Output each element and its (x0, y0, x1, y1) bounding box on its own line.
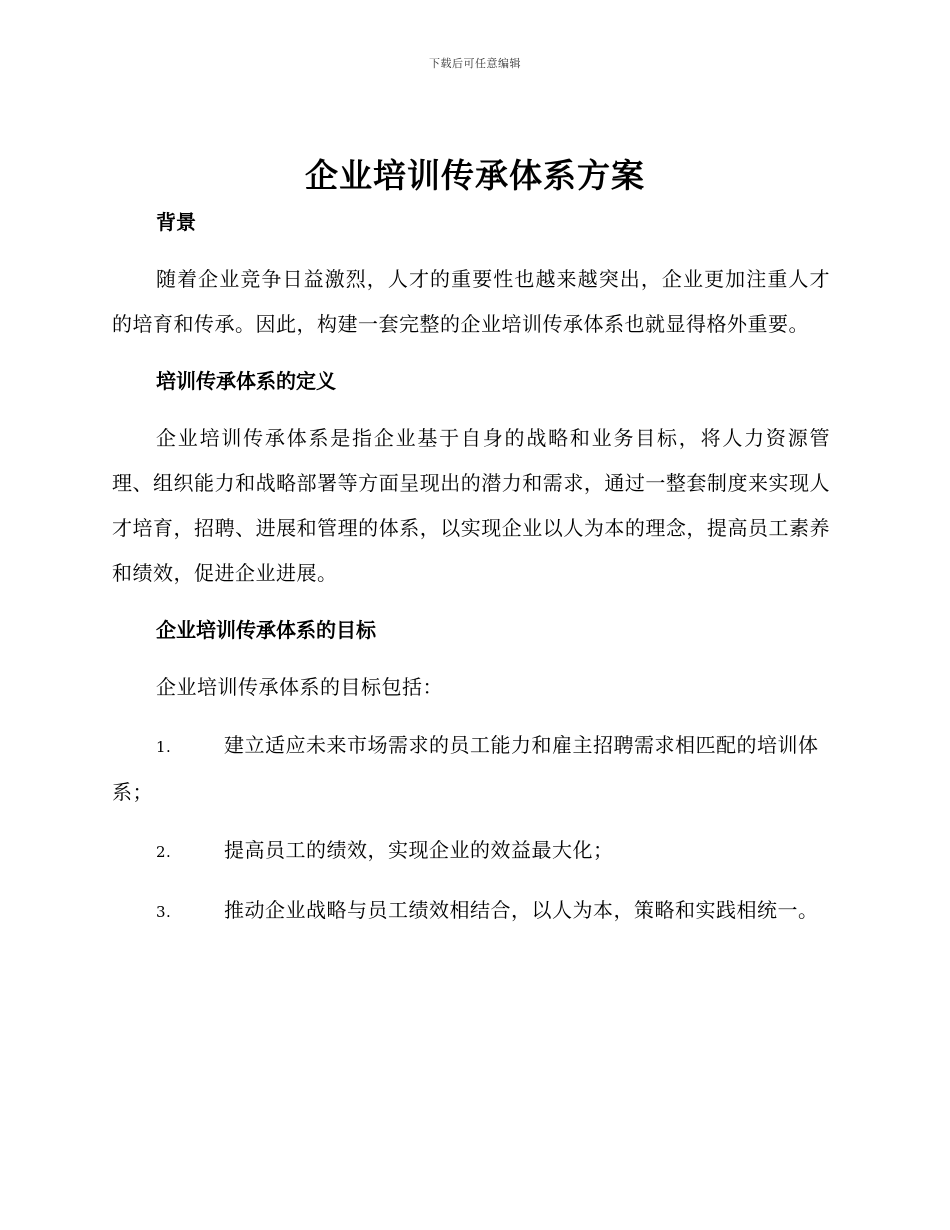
document-title: 企业培训传承体系方案 (305, 156, 645, 195)
spacer (112, 710, 830, 723)
header-note: 下载后可任意编辑 (429, 57, 521, 70)
document-body (112, 200, 830, 935)
section-heading-background: 背景 (156, 210, 196, 234)
goal-list-item-1 (112, 723, 830, 815)
spacer (112, 875, 830, 888)
goals-intro-paragraph: 企业培训传承体系的目标包括： (156, 675, 443, 699)
spacer (112, 596, 830, 608)
goal-list-item-3 (112, 888, 830, 935)
list-number: 3. (156, 903, 172, 921)
list-number: 2. (156, 843, 172, 861)
spacer (112, 403, 830, 416)
definition-paragraph: 企业培训传承体系是指企业基于自身的战略和业务目标，将人力资源管理、组织能力和战略部署等方面呈现出的潜力和需求，通过一整套制度来实现人才培育，招聘、进展和管理的体系，以实现企业以人为本的理念，提高员工素养和绩效，促进企业进展。 (112, 426, 830, 585)
list-text: 提高员工的绩效，实现企业的效益最大化； (224, 838, 614, 862)
background-paragraph: 随着企业竞争日益激烈，人才的重要性也越来越突出，企业更加注重人才的培育和传承。因此，构建一套完整的企业培训传承体系也就显得格外重要。 (112, 267, 830, 336)
spacer (112, 244, 830, 257)
section-heading-goals: 企业培训传承体系的目标 (156, 618, 376, 642)
section-heading-definition: 培训传承体系的定义 (156, 369, 336, 393)
list-number: 1. (156, 738, 172, 756)
spacer (112, 347, 830, 359)
goal-list-item-2 (112, 828, 830, 875)
spacer (112, 815, 830, 828)
list-text: 推动企业战略与员工绩效相结合，以人为本，策略和实践相统一。 (224, 898, 819, 922)
spacer (112, 652, 830, 665)
list-text: 建立适应未来市场需求的员工能力和雇主招聘需求相匹配的培训体系； (112, 733, 819, 804)
